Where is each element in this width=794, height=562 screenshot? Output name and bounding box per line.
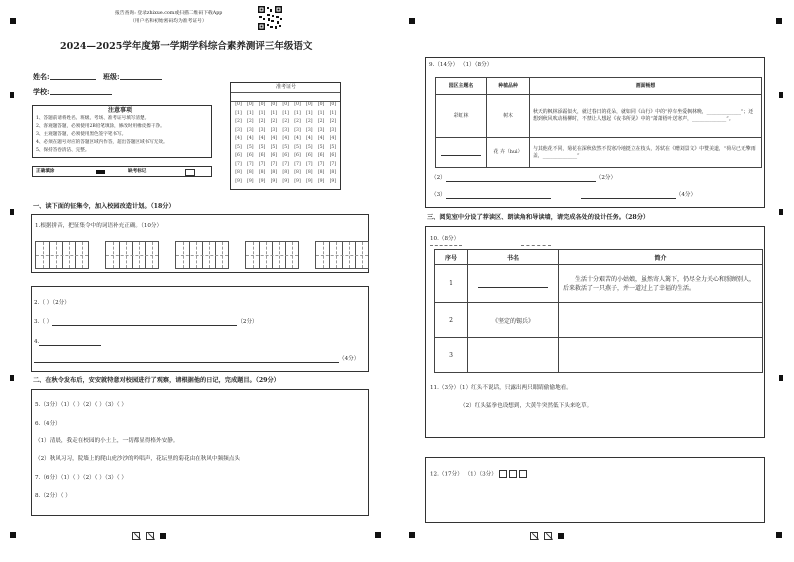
table10-blank[interactable] [468,338,559,373]
exam-id-bubble[interactable]: [3] [329,127,337,133]
q1-writing-grid[interactable] [35,241,89,269]
header-note-2: （用户名和初始密码均为准考证号） [130,19,207,24]
page-title: 2024—2025学年度第一学期学科综合素养测评三年级语文 [60,41,313,52]
exam-id-bubble[interactable]: [4] [247,136,254,141]
exam-id-bubble[interactable]: [0] [247,102,254,107]
table9-cell-blank[interactable] [436,138,487,168]
q11-prompt: 11.（3分）（1）红头不说话，只露出两只眼睛偷偷地看。 [430,385,572,391]
q8-prompt: 8.（2分）（ ） [35,493,71,499]
answer-box-section-2 [31,389,369,516]
notice-item: 1、答题前请将姓名、班级、考场、准考证号填写清楚。 [36,116,150,121]
exam-id-bubble[interactable]: [2] [270,119,278,124]
exam-id-bubble[interactable]: [2] [247,119,254,124]
exam-id-bubble[interactable]: [1] [247,110,254,116]
exam-id-digit-column[interactable] [281,101,290,186]
qr-code-icon [257,5,283,31]
table9-cell: 树木 [487,95,530,138]
exam-id-digit-column[interactable] [258,101,267,186]
exam-id-bubble[interactable]: [4] [270,136,278,141]
q1-writing-grid[interactable] [245,241,299,269]
exam-id-bubble[interactable]: [1] [282,110,289,116]
exam-id-bubble[interactable]: [0] [306,102,313,107]
notice-item: 4、必须在题号对应的答题区域内作答，超出答题区域书写无效。 [36,140,168,145]
table9-cell: 与其他花不同，菊花在深秋依然不畏寒冷地挺立在枝头，苏轼在《赠刘景文》中赞美道，“荷尽已无擎雨盖，______________” [530,138,762,168]
exam-id-bubble[interactable]: [2] [317,119,325,124]
exam-id-bubble[interactable]: [8] [258,170,266,175]
exam-id-bubble[interactable]: [8] [282,170,289,175]
table10-blank[interactable] [468,265,559,303]
exam-id-bubble[interactable]: [6] [294,153,301,158]
exam-id-box [230,82,341,190]
side-mark [10,92,14,98]
exam-id-bubble[interactable]: [5] [235,144,242,150]
answer-box-q2-4 [31,286,369,372]
notice-item: 3、主观题答题，必须使用黑色签字笔书写。 [36,132,127,137]
q12-choice-box[interactable] [519,470,527,478]
exam-id-bubble[interactable]: [7] [270,161,278,167]
exam-id-bubble[interactable]: [8] [235,170,242,175]
exam-id-digit-column[interactable] [305,101,314,186]
exam-id-bubble[interactable]: [0] [282,102,289,107]
side-mark [779,92,783,98]
exam-id-bubble[interactable]: [1] [294,110,301,116]
exam-id-bubble[interactable]: [3] [235,127,242,133]
exam-id-bubble[interactable]: [6] [317,153,325,158]
q5-prompt: 5.（3分）（1）（ ）（2）（ ）（3）（ ） [35,402,128,408]
exam-id-digit-column[interactable] [234,101,243,186]
answer-box-q10-11 [425,226,765,438]
q4-line: （4分） [34,357,359,363]
header-note-1: 报告查询: 登录zhixue.com或扫描二维码下载App [115,11,223,16]
exam-id-bubble[interactable]: [1] [235,110,242,116]
exam-id-bubble[interactable]: [5] [258,144,266,150]
section-3-title: 三、阅览室中分设了荐读区、朗读角和导读墙，请完成各处的设计任务。（28分） [427,214,650,221]
exam-id-bubble[interactable]: [6] [329,153,337,158]
exam-id-bubble[interactable]: [3] [258,127,266,133]
exam-id-bubble[interactable]: [9] [247,178,254,184]
exam-id-bubble[interactable]: [4] [235,136,242,141]
side-mark [10,209,14,215]
q6-prompt: 6.（4分） [35,421,61,427]
exam-id-bubble[interactable]: [7] [306,161,313,167]
table-q9 [435,77,762,168]
exam-id-bubble[interactable]: [1] [258,110,266,116]
exam-id-bubble[interactable]: [0] [329,102,337,107]
corner-mark-br-left [375,532,381,538]
exam-id-bubble[interactable]: [0] [294,102,301,107]
exam-id-bubble[interactable]: [8] [329,170,337,175]
table10-cell: 生活十分艰苦的小姑娘，虽然寄人篱下，仍尽全力关心和照顾别人，后来救活了一只燕子，并一道过上了幸福的生活。 [559,265,763,303]
exam-id-bubble[interactable]: [8] [306,170,313,175]
exam-id-bubble[interactable]: [1] [270,110,278,116]
table10-cell: 《坚定的锡兵》 [468,303,559,338]
exam-id-digit-column[interactable] [269,101,278,186]
exam-id-bubble[interactable]: [1] [329,110,337,116]
exam-id-bubble[interactable]: [4] [282,136,289,141]
table10-blank[interactable] [559,338,763,373]
q11-2-prompt: （2）红头猛拳也设想到，大黄牛突然低下头来吃草。 [460,403,593,409]
q6-sentence-1: （1）清晨，我走在校园的小土上，一切都显得格外安静。 [35,438,179,444]
exam-id-bubble[interactable]: [6] [258,153,266,158]
q1-writing-grid[interactable] [105,241,159,269]
side-mark [779,375,783,381]
exam-id-bubble[interactable]: [2] [235,119,242,124]
exam-id-bubble[interactable]: [5] [282,144,289,150]
exam-id-bubble[interactable]: [9] [258,178,266,184]
exam-id-bubble[interactable]: [5] [294,144,301,150]
exam-id-bubble[interactable]: [6] [235,153,242,158]
q10-underline [430,245,462,246]
exam-id-title: 准考证号 [276,84,297,90]
table10-blank[interactable] [559,303,763,338]
exam-id-digit-column[interactable] [293,101,302,186]
exam-id-bubble[interactable]: [9] [317,178,325,184]
correct-fill-sample [96,170,105,174]
q10-prompt: 10.（8分） [430,236,460,242]
exam-id-bubble[interactable]: [0] [235,102,242,107]
q10-underline [521,245,551,246]
exam-id-bubble[interactable]: [5] [306,144,313,150]
corner-mark-tr [776,18,782,24]
q3-prompt: 3.（ ） （2分） [34,319,258,325]
exam-id-bubble[interactable]: [2] [329,119,337,124]
exam-id-bubble[interactable]: [0] [258,102,266,107]
exam-id-digit-column[interactable] [246,101,255,186]
exam-id-bubble[interactable]: [7] [317,161,325,167]
exam-id-bubble[interactable]: [3] [294,127,301,133]
q9-2-prompt: （2） （2分） [431,175,617,181]
exam-id-bubble[interactable]: [4] [317,136,325,141]
q12-choice-box[interactable] [509,470,517,478]
page-mark-filled [558,533,564,539]
notice-box [32,105,212,158]
section-1-title: 一、读下面的征集令，加入校园改造计划。（18分） [33,203,175,210]
corner-mark-tl [10,18,16,24]
answer-box-q12 [425,457,765,523]
exam-id-bubble[interactable]: [2] [258,119,266,124]
school-label: 学校: [33,88,112,95]
exam-id-bubble[interactable]: [0] [270,102,278,107]
exam-id-bubble[interactable]: [1] [317,110,325,116]
exam-id-bubble[interactable]: [2] [282,119,289,124]
exam-id-bubble[interactable]: [8] [294,170,301,175]
exam-id-bubble[interactable]: [3] [282,127,289,133]
answer-box-q9 [425,57,765,208]
exam-id-bubble[interactable]: [5] [247,144,254,150]
table9-header: 画面畅想 [530,78,762,95]
table9-header: 种植品种 [487,78,530,95]
answer-box-q1 [31,214,369,273]
corner-mark-bl [10,532,16,538]
exam-id-bubble[interactable]: [4] [329,136,337,141]
exam-id-bubble[interactable]: [3] [247,127,254,133]
corner-mark-tl-right [409,18,415,24]
exam-id-bubble[interactable]: [4] [306,136,313,141]
exam-id-bubble[interactable]: [7] [282,161,289,167]
table10-cell: 1 [435,265,468,303]
corner-mark-br [776,532,782,538]
exam-id-bubble[interactable]: [9] [306,178,313,184]
class-label: 班级: [103,73,162,80]
exam-id-bubble[interactable]: [4] [294,136,301,141]
table9-header: 园区主题名 [436,78,487,95]
exam-id-bubble[interactable]: [6] [247,153,254,158]
corner-mark-bl-right [409,532,415,538]
exam-id-bubble[interactable]: [9] [270,178,278,184]
exam-id-bubble[interactable]: [7] [329,161,337,167]
page-mark-box [146,532,154,540]
exam-id-bubble[interactable]: [5] [270,144,278,150]
page-mark-box [530,532,538,540]
notice-title: 注意事项 [108,107,133,114]
table9-cell: 秋天的枫林添霜似火，就过春日的花朵，就如同《山行》中的“停车坐爱枫林晚，______________”；还想到秋风吹动杨柳时，不禁让人想起《夜书所见》中的“萧萧梧叶送寒声，______________”。 [530,95,762,138]
absent-mark-box[interactable] [185,169,195,176]
exam-id-digit-column[interactable] [317,101,326,186]
exam-id-bubble[interactable]: [6] [282,153,289,158]
page-mark-box [132,532,140,540]
exam-id-bubble[interactable]: [2] [306,119,313,124]
page-mark-filled [160,533,166,539]
correct-fill-label: 正确填涂 [36,169,55,174]
exam-id-bubble[interactable]: [9] [235,178,242,184]
q12-prompt: 12.（17分） （1）（3分） [430,470,527,478]
exam-id-bubble[interactable]: [2] [294,119,301,124]
exam-id-bubble[interactable]: [4] [258,136,266,141]
exam-id-bubble[interactable]: [3] [306,127,313,133]
table10-cell: 2 [435,303,468,338]
exam-id-bubble[interactable]: [3] [317,127,325,133]
exam-id-bubble[interactable]: [8] [247,170,254,175]
exam-id-bubble[interactable]: [0] [317,102,325,107]
table10-header: 简介 [559,250,763,265]
exam-id-bubble[interactable]: [8] [317,170,325,175]
table9-cell: 花 卉（huì） [487,138,530,168]
q6-sentence-2: （2）秋风习习，院墙上的爬山虎沙沙的吟唱声，花坛里的菊花由在秋风中频频点头 [35,456,240,462]
exam-id-bubble[interactable]: [7] [247,161,254,167]
q9-3-prompt: （3） （4分） [431,192,697,198]
notice-item: 2、客观题答题，必须使用2B铅笔填涂，修改时用橡皮擦干净。 [36,124,165,129]
q12-choice-box[interactable] [499,470,507,478]
table10-header: 书名 [468,250,559,265]
q4-prompt: 4. [34,340,101,346]
exam-id-bubble[interactable]: [1] [306,110,313,116]
fill-example-box [32,166,212,177]
side-mark [779,209,783,215]
exam-id-digit-column[interactable] [328,101,337,186]
exam-id-bubble[interactable]: [9] [282,178,289,184]
exam-id-bubble[interactable]: [7] [294,161,301,167]
side-mark [10,375,14,381]
q1-writing-grid[interactable] [175,241,229,269]
notice-item: 5、保持答卷清洁、完整。 [36,148,90,153]
table9-cell: 彩虹林 [436,95,487,138]
exam-id-bubble[interactable]: [5] [317,144,325,150]
exam-id-bubble[interactable]: [5] [329,144,337,150]
exam-id-bubble[interactable]: [9] [294,178,301,184]
exam-id-bubble[interactable]: [7] [235,161,242,167]
q1-prompt: 1.根据拼音，把征集令中的词语补充正确。（10分） [35,223,163,229]
table-q10 [434,249,763,373]
q2-prompt: 2.（ ）（2分） [34,300,70,306]
q1-writing-grid[interactable] [315,241,369,269]
exam-id-bubble[interactable]: [6] [306,153,313,158]
exam-id-bubble[interactable]: [8] [270,170,278,175]
q9-prompt: 9.（14分） （1）（8分） [429,62,493,68]
page-mark-box [544,532,552,540]
name-label: 姓名: [33,73,96,80]
exam-id-bubble[interactable]: [3] [270,127,278,133]
exam-id-bubble[interactable]: [6] [270,153,278,158]
section-2-title: 二、在秋令发布后，安安就特意对校园进行了观察，请根据他的日记，完成题目。（29分） [33,377,280,384]
absent-mark-label: 缺考标记 [128,169,147,174]
table10-header: 序号 [435,250,468,265]
q7-prompt: 7.（6分）（1）（ ）（2）（ ）（3）（ ） [35,475,128,481]
exam-id-bubble[interactable]: [7] [258,161,266,167]
exam-id-bubble[interactable]: [9] [329,178,337,184]
table10-cell: 3 [435,338,468,373]
